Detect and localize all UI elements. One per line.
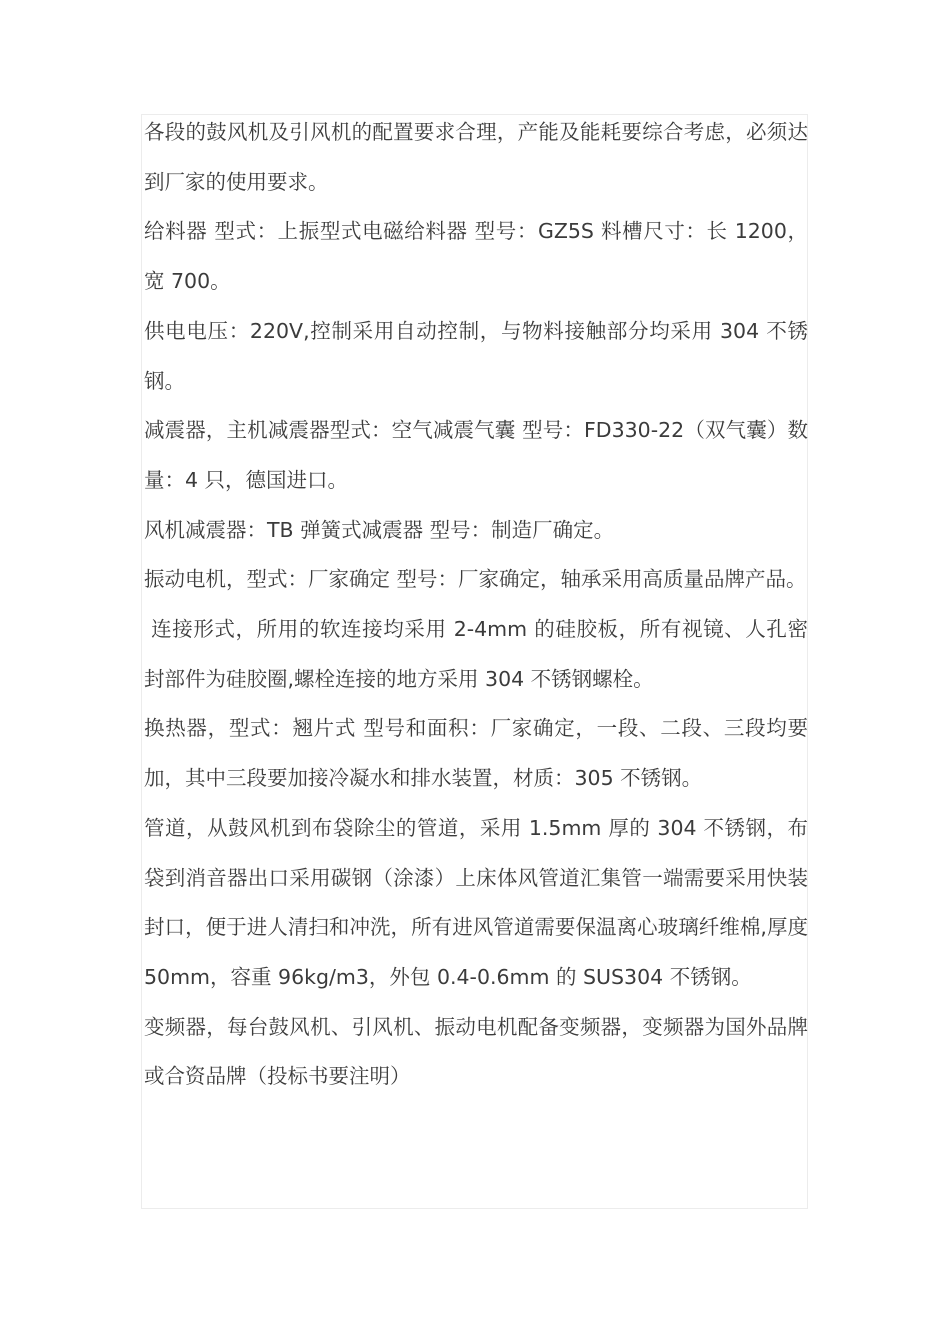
paragraph-vibration-motor: 振动电机，型式：厂家确定 型号：厂家确定，轴承采用高质量品牌产品。 — [144, 567, 807, 592]
paragraph-power-supply: 供电电压：220V,控制采用自动控制，与物料接触部分均采用 304 不锈钢。 — [144, 318, 808, 393]
paragraph-blower-config: 各段的鼓风机及引风机的配置要求合理，产能及能耗要综合考虑，必须达到厂家的使用要求。 — [144, 120, 808, 194]
document-body — [144, 108, 815, 1102]
paragraph-shock-absorber: 减震器，主机减震器型式：空气减震气囊 型号：FD330-22（双气囊）数量：4 只，德国进口。 — [144, 418, 808, 492]
paragraph-inverter: 变频器，每台鼓风机、引风机、振动电机配备变频器，变频器为国外品牌或合资品牌（投标书要注明） — [144, 1014, 808, 1089]
paragraph-piping: 管道，从鼓风机到布袋除尘的管道，采用 1.5mm 厚的 304 不锈钢，布袋到消音器出口采用碳钢（涂漆）上床体风管道汇集管一端需要采用快装封口，便于进人清扫和冲洗，所有进风管道需要保温离心玻璃纤维棉,厚度 50mm，容重 96kg/m3，外包 0.4-0.6mm 的 SUS304 不锈钢。 — [144, 815, 815, 989]
paragraph-connection: 连接形式，所用的软连接均采用 2-4mm 的硅胶板，所有视镜、人孔密封部件为硅胶圈,螺栓连接的地方采用 304 不锈钢螺栓。 — [144, 617, 808, 691]
paragraph-fan-absorber: 风机减震器：TB 弹簧式减震器 型号：制造厂确定。 — [144, 517, 615, 542]
paragraph-heat-exchanger: 换热器，型式：翘片式 型号和面积：厂家确定，一段、二段、三段均要加，其中三段要加接冷凝水和排水装置，材质：305 不锈钢。 — [144, 716, 808, 791]
paragraph-feeder: 给料器 型式：上振型式电磁给料器 型号：GZ5S 料槽尺寸：长 1200，宽 700。 — [144, 219, 808, 294]
